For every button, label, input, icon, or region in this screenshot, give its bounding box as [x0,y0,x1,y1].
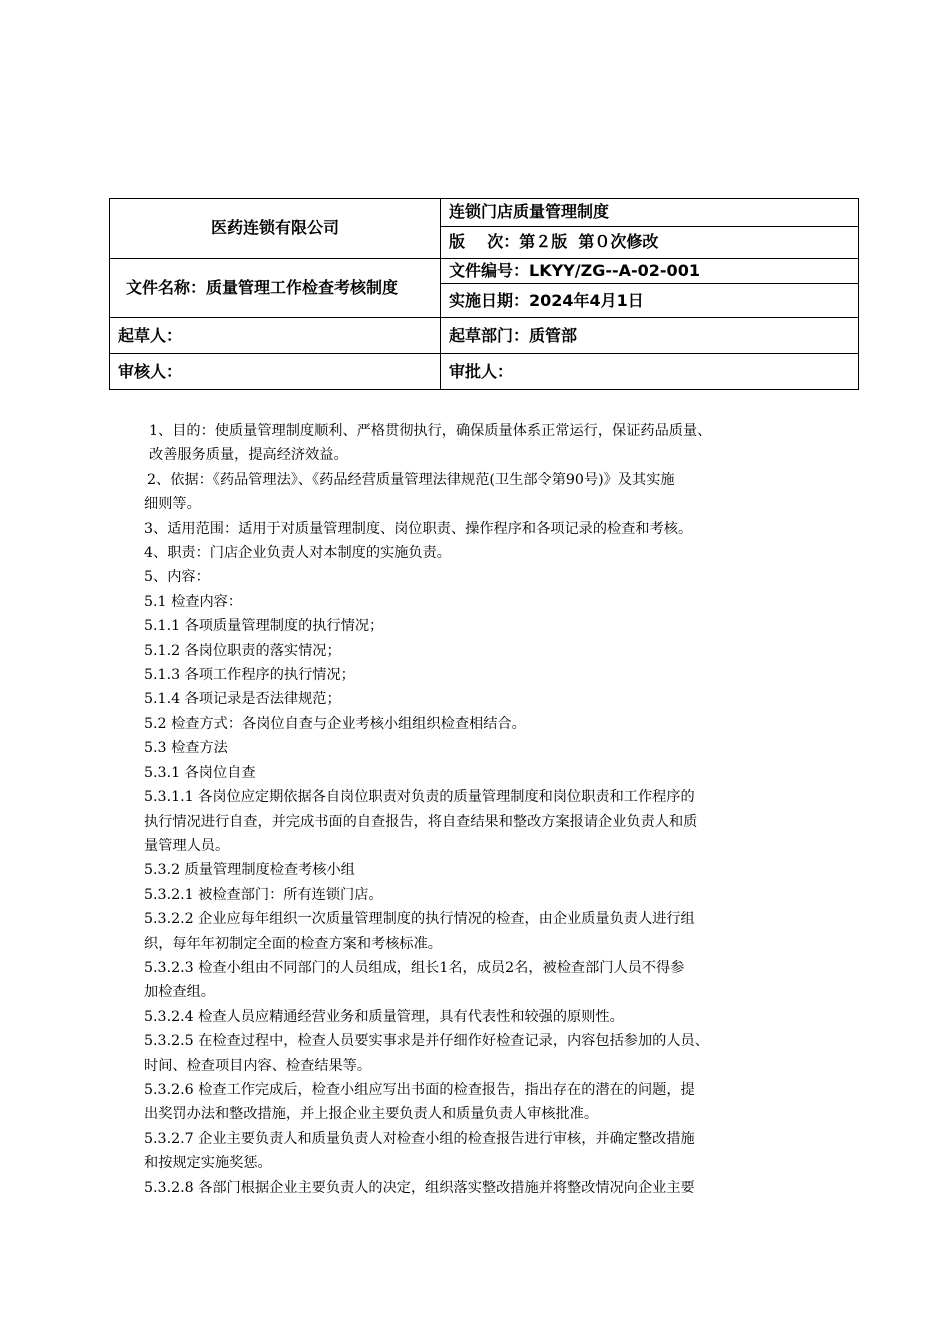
body-line: 5.1.2 各岗位职责的落实情况； [144,642,341,659]
body-line: 5.1 检查内容： [144,593,243,610]
body-line: 5.1.1 各项质量管理制度的执行情况； [144,618,384,635]
body-line: 4、职责：门店企业负责人对本制度的实施负责。 [144,545,451,562]
body-line: 执行情况进行自查，并完成书面的自查报告，将自查结果和整改方案报请企业负责人和质 [144,813,698,830]
body-line: 5.3.2.1 被检查部门：所有连锁门店。 [144,886,383,903]
body-line: 5.3.2.3 检查小组由不同部门的人员组成，组长1名，成员2名，被检查部门人员不得参 [144,959,685,976]
company-name: 医药连锁有限公司 [110,199,441,259]
reviewer-field: 审核人： [110,354,441,390]
body-line: 5.3 检查方法 [144,740,228,757]
body-line: 1、目的：使质量管理制度顺利、严格贯彻执行，确保质量体系正常运行，保证药品质量、 [149,423,712,439]
drafting-department: 起草部门：质管部 [441,318,859,354]
body-line: 5.3.1 各岗位自查 [144,764,256,781]
file-number: 文件编号：LKYY/ZG--A-02-001 [441,258,859,284]
body-line: 和按规定实施奖惩。 [144,1155,272,1172]
document-header-table [109,198,859,390]
body-line: 织，每年年初制定全面的检查方案和考核标准。 [144,935,442,952]
document-body [144,419,824,1200]
body-line: 5.3.2.8 各部门根据企业主要负责人的决定，组织落实整改措施并将整改情况向企业主要 [144,1179,695,1196]
body-line: 细则等。 [144,496,201,513]
body-line: 5.2 检查方式：各岗位自查与企业考核小组组织检查相结合。 [144,715,526,732]
approver-field: 审批人： [441,354,859,390]
body-line: 5.1.4 各项记录是否法律规范； [144,691,341,708]
file-name: 文件名称：质量管理工作检查考核制度 [110,258,441,318]
body-line: 5.3.2.4 检查人员应精通经营业务和质量管理，具有代表性和较强的原则性。 [144,1008,624,1025]
system-title: 连锁门店质量管理制度 [441,199,859,227]
body-line: 出奖罚办法和整改措施，并上报企业主要负责人和质量负责人审核批准。 [144,1106,599,1123]
body-line: 时间、检查项目内容、检查结果等。 [144,1057,372,1074]
body-line: 5.3.2.7 企业主要负责人和质量负责人对检查小组的检查报告进行审核，并确定整改措施 [144,1130,695,1147]
body-line: 5.3.2 质量管理制度检查考核小组 [144,862,355,879]
body-line: 5.3.2.5 在检查过程中，检查人员要实事求是并仔细作好检查记录，内容包括参加的人员、 [144,1033,709,1050]
body-line: 量管理人员。 [144,837,230,854]
body-line: 5、内容： [144,569,210,586]
body-line: 加检查组。 [144,984,215,1001]
body-line: 5.1.3 各项工作程序的执行情况； [144,667,355,684]
body-line: 5.3.2.6 检查工作完成后，检查小组应写出书面的检查报告，指出存在的潜在的问题，提 [144,1081,695,1098]
body-line: 5.3.1.1 各岗位应定期依据各自岗位职责对负责的质量管理制度和岗位职责和工作程序的 [144,789,695,806]
drafter-field: 起草人： [110,318,441,354]
body-line: 5.3.2.2 企业应每年组织一次质量管理制度的执行情况的检查，由企业质量负责人进行组 [144,911,695,928]
body-line: 2、依据：《药品管理法》、《药品经营质量管理法律规范(卫生部令第90号)》及其实施 [147,471,675,488]
body-line: 改善服务质量，提高经济效益。 [149,447,348,464]
body-line: 3、适用范围：适用于对质量管理制度、岗位职责、操作程序和各项记录的检查和考核。 [144,520,693,537]
version-info: 版 次：第２版 第０次修改 [441,226,859,258]
effective-date: 实施日期：2024年4月1日 [441,284,859,318]
